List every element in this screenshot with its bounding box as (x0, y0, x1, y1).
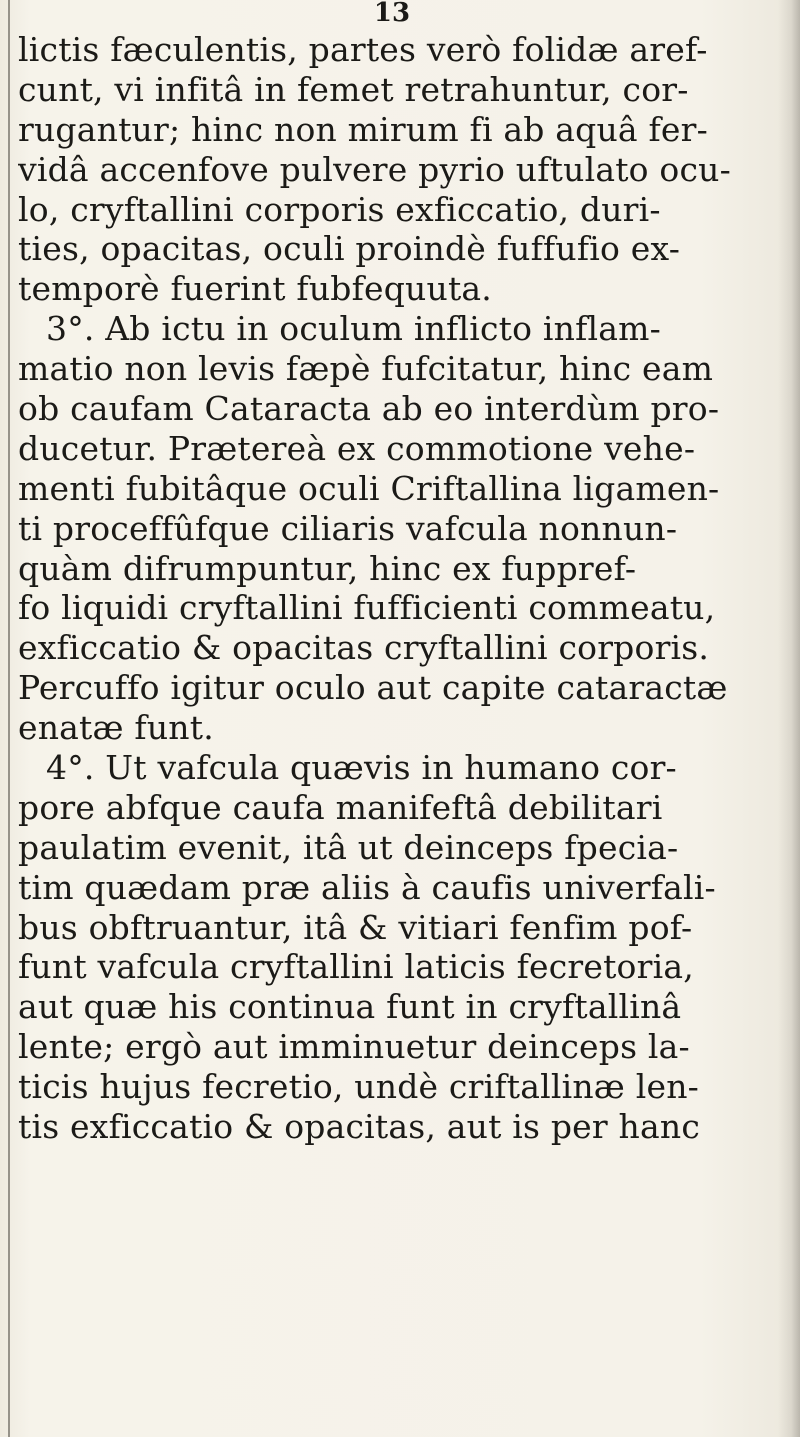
text-line: enatæ funt. (18, 708, 214, 748)
text-line: bus obftruantur, itâ & vitiari fenfim pof- (18, 907, 693, 947)
paragraph-start-line: 4°. Ut vafcula quævis in humano cor- (46, 748, 677, 788)
text-line: rugantur; hinc non mirum fi ab aquâ fer- (18, 109, 708, 149)
text-line: matio non levis fæpè fufcitatur, hinc eam (18, 349, 714, 389)
text-line: exficcatio & opacitas cryftallini corporis. (18, 628, 710, 668)
text-line: ticis hujus fecretio, undè criftallinæ len- (18, 1067, 700, 1107)
text-line: menti fubitâque oculi Criftallina ligamen- (18, 468, 720, 508)
text-line: vidâ accenfove pulvere pyrio uftulato ocu- (18, 149, 731, 189)
text-line: lo, cryftallini corporis exficcatio, duri- (18, 189, 661, 229)
paragraph-start-line: 3°. Ab ictu in oculum inflicto inflam- (46, 309, 661, 349)
text-line: cunt, vi infitâ in femet retrahuntur, cor- (18, 69, 689, 109)
text-line: funt vafcula cryftallini laticis fecretoria, (18, 947, 694, 987)
text-line: ties, opacitas, oculi proindè fuffufio ex- (18, 229, 681, 269)
text-line: lente; ergò aut imminuetur deinceps la- (18, 1027, 690, 1067)
text-line: fo liquidi cryftallini fufficienti commeatu, (18, 588, 716, 628)
text-line: ducetur. Prætereà ex commotione vehe- (18, 428, 696, 468)
text-line: quàm difrumpuntur, hinc ex fuppref- (18, 548, 637, 588)
text-line: pore abfque caufa manifeftâ debilitari (18, 787, 663, 827)
text-line: tis exficcatio & opacitas, aut is per hanc (18, 1107, 701, 1147)
body-text (18, 30, 793, 1147)
text-line: tim quædam præ aliis à caufis univerfali- (18, 867, 716, 907)
gutter-edge (8, 0, 10, 1437)
text-line: paulatim evenit, itâ ut deinceps fpecia- (18, 827, 679, 867)
text-line: ti proceffûfque ciliaris vafcula nonnun- (18, 508, 678, 548)
text-line: Percuffo igitur oculo aut capite cataractæ (18, 668, 728, 708)
text-line: temporè fuerint fubfequuta. (18, 269, 492, 309)
text-line: ob caufam Cataracta ab eo interdùm pro- (18, 389, 720, 429)
text-line: lictis fæculentis, partes verò folidæ aref- (18, 30, 708, 69)
text-line: aut quæ his continua funt in cryftallinâ (18, 987, 682, 1027)
page-number: 13 (373, 0, 411, 28)
